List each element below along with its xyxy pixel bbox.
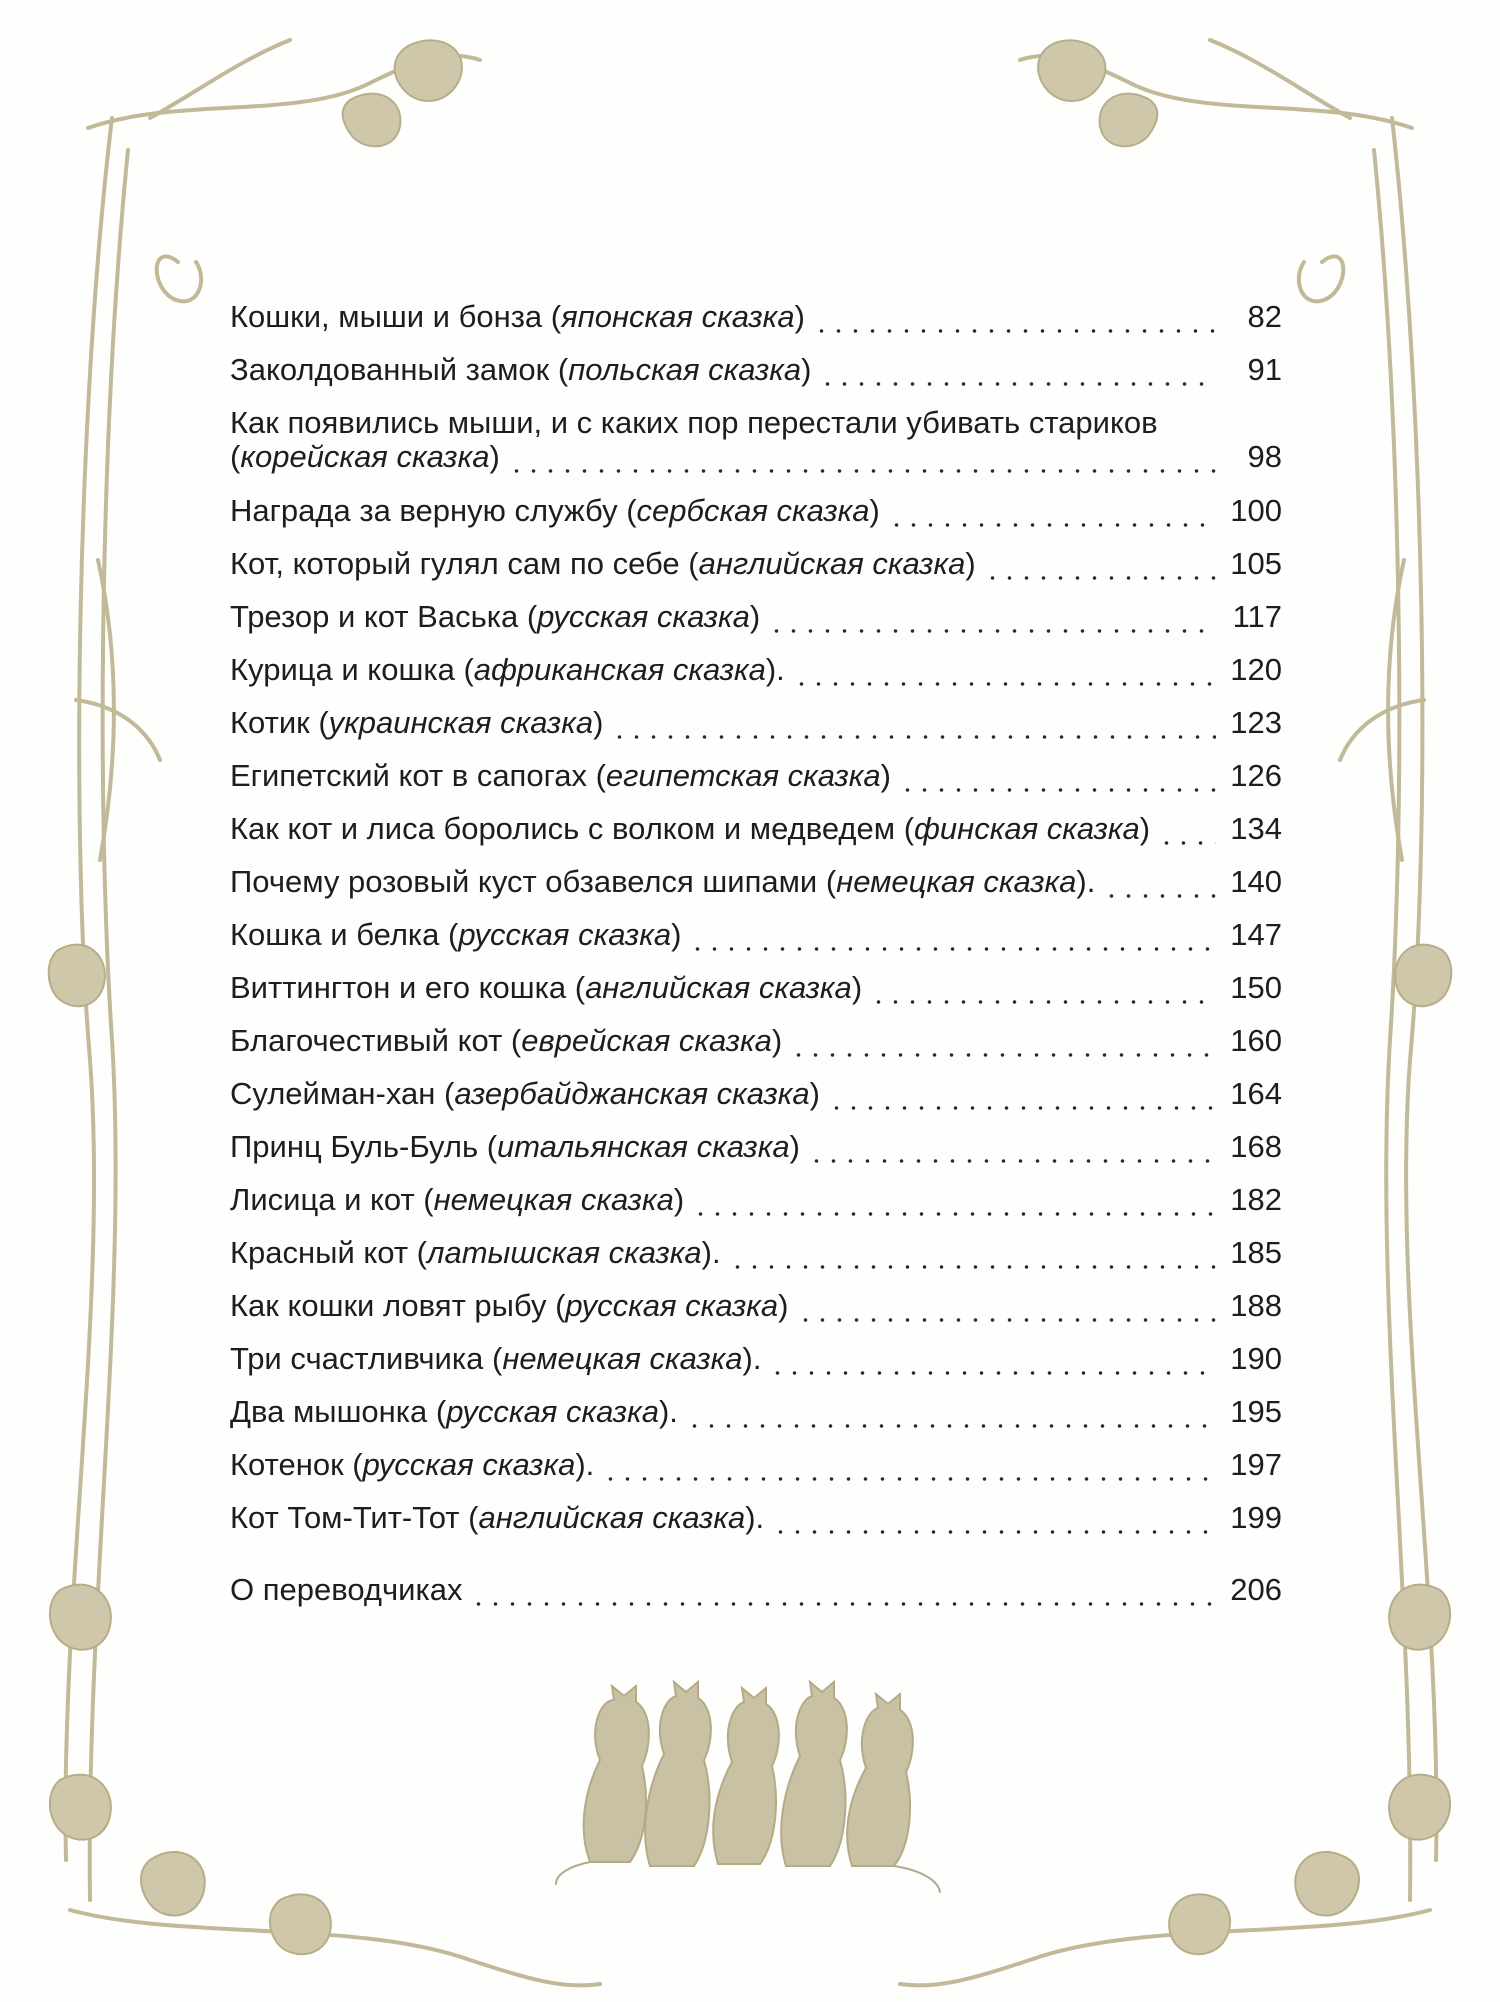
page-number: 91	[1247, 352, 1282, 387]
toc-entry[interactable]	[230, 865, 1282, 918]
entry-title: Кот Том-Тит-Тот (английская сказка).	[230, 1500, 765, 1535]
dot-leader	[768, 608, 1216, 634]
toc-entry[interactable]	[230, 600, 1282, 653]
toc-entry[interactable]	[230, 653, 1282, 706]
toc-entry[interactable]	[230, 1183, 1282, 1236]
entry-title: Кошки, мыши и бонза (японская сказка)	[230, 299, 805, 334]
dot-leader	[797, 1297, 1217, 1323]
page-number: 195	[1230, 1394, 1282, 1429]
entry-title: Лисица и кот (немецкая сказка)	[230, 1182, 685, 1217]
toc-entry[interactable]	[230, 1077, 1282, 1130]
dot-leader	[508, 448, 1216, 474]
entry-title: Почему розовый куст обзавелся шипами (немецкая сказка).	[230, 864, 1096, 899]
table-of-contents	[230, 300, 1282, 1626]
page-number: 126	[1230, 758, 1282, 793]
page-number: 82	[1247, 299, 1282, 334]
toc-entry[interactable]	[230, 1395, 1282, 1448]
toc-entry[interactable]	[230, 1236, 1282, 1289]
entry-title: Как кот и лиса боролись с волком и медведем (финская сказка)	[230, 811, 1151, 846]
toc-entry[interactable]	[230, 918, 1282, 971]
page-number: 117	[1232, 599, 1282, 634]
page-number: 98	[1247, 439, 1282, 474]
entry-title: Как кошки ловят рыбу (русская сказка)	[230, 1288, 789, 1323]
page-number: 120	[1230, 652, 1282, 687]
page-number: 150	[1230, 970, 1282, 1005]
entry-title: Два мышонка (русская сказка).	[230, 1394, 678, 1429]
dot-leader	[819, 361, 1216, 387]
dot-leader	[793, 661, 1216, 687]
page-number: 147	[1230, 917, 1282, 952]
entry-title: Сулейман-хан (азербайджанская сказка)	[230, 1076, 820, 1111]
entry-title: Красный кот (латышская сказка).	[230, 1235, 721, 1270]
entry-title: Три счастливчика (немецкая сказка).	[230, 1341, 762, 1376]
dot-leader	[790, 1032, 1216, 1058]
entry-title: Как появились мыши, и с каких пор перестали убивать стариков	[230, 405, 1158, 440]
toc-entry[interactable]	[230, 1448, 1282, 1501]
dot-leader	[870, 979, 1216, 1005]
dot-leader	[1103, 873, 1216, 899]
dot-leader	[772, 1509, 1216, 1535]
toc-entry[interactable]	[230, 1342, 1282, 1395]
dot-leader	[729, 1244, 1216, 1270]
entry-title: Котенок (русская сказка).	[230, 1447, 595, 1482]
entry-title: Египетский кот в сапогах (египетская сказка)	[230, 758, 891, 793]
page-number: 123	[1230, 705, 1282, 740]
page-number: 182	[1230, 1182, 1282, 1217]
page-number: 168	[1230, 1129, 1282, 1164]
toc-entry-translators[interactable]	[230, 1573, 1282, 1626]
entry-title: Кот, который гулял сам по себе (английская сказка)	[230, 546, 976, 581]
entry-title: Награда за верную службу (сербская сказка)	[230, 493, 880, 528]
dot-leader	[686, 1403, 1216, 1429]
entry-title: Котик (украинская сказка)	[230, 705, 604, 740]
entry-title: Виттингтон и его кошка (английская сказка)	[230, 970, 863, 1005]
dot-leader	[611, 714, 1216, 740]
toc-entry[interactable]	[230, 812, 1282, 865]
toc-entry[interactable]	[230, 971, 1282, 1024]
page-number: 206	[1230, 1572, 1282, 1607]
dot-leader	[769, 1350, 1216, 1376]
dot-leader	[689, 926, 1216, 952]
dot-leader	[1158, 820, 1216, 846]
entry-title: Принц Буль-Буль (итальянская сказка)	[230, 1129, 800, 1164]
toc-entry[interactable]	[230, 300, 1282, 353]
page-number: 105	[1230, 546, 1282, 581]
toc-entry[interactable]	[230, 1130, 1282, 1183]
page-number: 100	[1230, 493, 1282, 528]
page-number: 185	[1230, 1235, 1282, 1270]
toc-entry[interactable]	[230, 1289, 1282, 1342]
toc-entry[interactable]	[230, 759, 1282, 812]
toc-entry[interactable]	[230, 706, 1282, 759]
dot-leader	[984, 555, 1216, 581]
toc-entry[interactable]	[230, 1501, 1282, 1554]
page-number: 134	[1230, 811, 1282, 846]
entry-title: Кошка и белка (русская сказка)	[230, 917, 682, 952]
page-number: 199	[1230, 1500, 1282, 1535]
dot-leader	[602, 1456, 1216, 1482]
dot-leader	[692, 1191, 1216, 1217]
entry-title: Курица и кошка (африканская сказка).	[230, 652, 785, 687]
entry-title-continued: (корейская сказка)	[230, 439, 500, 474]
entry-title: Заколдованный замок (польская сказка)	[230, 352, 812, 387]
dot-leader	[888, 502, 1216, 528]
page-number: 188	[1230, 1288, 1282, 1323]
toc-entry[interactable]	[230, 547, 1282, 600]
dot-leader	[828, 1085, 1216, 1111]
page-number: 190	[1230, 1341, 1282, 1376]
toc-entry[interactable]	[230, 1024, 1282, 1077]
entry-title: Трезор и кот Васька (русская сказка)	[230, 599, 761, 634]
dot-leader	[470, 1581, 1216, 1607]
toc-entry[interactable]	[230, 406, 1282, 494]
page-number: 164	[1230, 1076, 1282, 1111]
dot-leader	[813, 308, 1216, 334]
page-number: 160	[1230, 1023, 1282, 1058]
dot-leader	[808, 1138, 1216, 1164]
entry-title: Благочестивый кот (еврейская сказка)	[230, 1023, 783, 1058]
toc-entry[interactable]	[230, 494, 1282, 547]
toc-entry[interactable]	[230, 353, 1282, 406]
page-number: 197	[1230, 1447, 1282, 1482]
page-number: 140	[1230, 864, 1282, 899]
dot-leader	[899, 767, 1216, 793]
entry-title: О переводчиках	[230, 1572, 463, 1607]
